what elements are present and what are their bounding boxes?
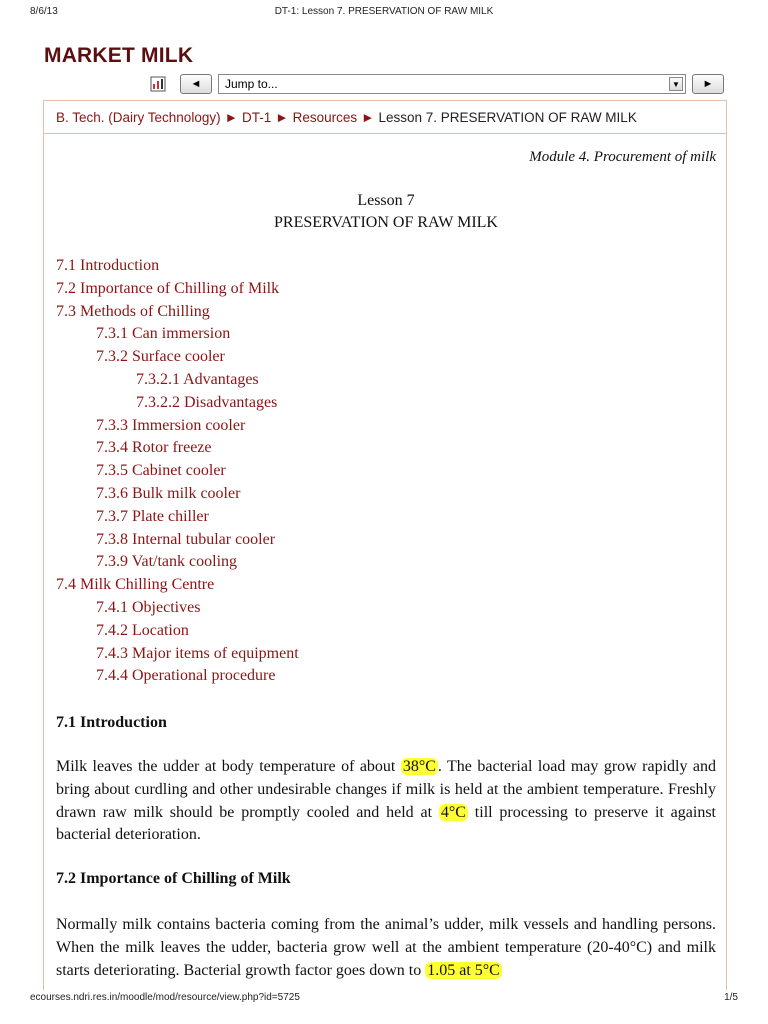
toc-link[interactable]: 7.3.2 Surface cooler <box>96 348 225 366</box>
lesson-heading <box>56 190 716 234</box>
previous-button[interactable]: ◄ <box>180 74 212 94</box>
toc-link[interactable]: 7.1 Introduction <box>56 257 160 274</box>
section-heading: 7.2 Importance of Chilling of Milk <box>56 870 291 887</box>
breadcrumb-bar <box>43 100 727 134</box>
toc-link[interactable]: 7.3.2.1 Advantages <box>136 370 259 388</box>
print-page-title: DT-1: Lesson 7. PRESERVATION OF RAW MILK <box>274 6 494 17</box>
site-title[interactable]: MARKET MILK <box>44 44 194 67</box>
breadcrumb-link[interactable]: DT-1 <box>241 110 272 125</box>
print-date: 8/6/13 <box>30 6 58 17</box>
breadcrumb-link[interactable]: B. Tech. (Dairy Technology) <box>56 110 221 125</box>
print-footer <box>0 992 768 1012</box>
resource-icon[interactable] <box>150 76 166 92</box>
highlight: 1.05 at 5°C <box>427 961 500 979</box>
toc-link[interactable]: 7.4.3 Major items of equipment <box>96 644 299 662</box>
toc-link[interactable]: 7.3.7 Plate chiller <box>96 507 209 525</box>
print-page-number: 1/5 <box>724 992 738 1003</box>
content-area <box>43 134 727 990</box>
toc-link[interactable]: 7.4.2 Location <box>96 621 189 639</box>
toc-link[interactable]: 7.4 Milk Chilling Centre <box>56 576 215 594</box>
jump-to-value: Jump to... <box>225 77 278 91</box>
breadcrumb-separator: ► <box>361 110 375 125</box>
toc-link[interactable]: 7.3.8 Internal tubular cooler <box>96 530 276 548</box>
print-url: ecourses.ndri.res.in/moodle/mod/resource/view.php?id=5725 <box>30 992 300 1003</box>
toc-link[interactable]: 7.3.6 Bulk milk cooler <box>96 484 241 502</box>
navigation-bar <box>150 74 724 96</box>
section-heading: 7.1 Introduction <box>56 714 167 731</box>
toc-link[interactable]: 7.3 Methods of Chilling <box>56 302 210 320</box>
toc-link[interactable]: 7.3.5 Cabinet cooler <box>96 462 226 480</box>
toc-link[interactable]: 7.3.3 Immersion cooler <box>96 416 246 434</box>
toc-link[interactable]: 7.3.9 Vat/tank cooling <box>96 553 238 571</box>
toc-link[interactable]: 7.3.4 Rotor freeze <box>96 439 212 457</box>
lesson-title: PRESERVATION OF RAW MILK <box>274 214 498 231</box>
next-button[interactable]: ► <box>692 74 724 94</box>
breadcrumb-separator: ► <box>224 110 238 125</box>
breadcrumb-link[interactable]: Resources <box>292 110 358 125</box>
toc-link[interactable]: 7.4.1 Objectives <box>96 598 201 616</box>
breadcrumb-separator: ► <box>275 110 289 125</box>
table-of-contents <box>56 255 716 688</box>
toc-link[interactable]: 7.4.4 Operational procedure <box>96 667 276 685</box>
toc-link[interactable]: 7.3.1 Can immersion <box>96 325 231 343</box>
print-header <box>0 0 768 24</box>
breadcrumb <box>56 110 637 125</box>
breadcrumb-current: Lesson 7. PRESERVATION OF RAW MILK <box>378 110 637 125</box>
highlight: 4°C <box>440 803 466 821</box>
module-label: Module 4. Procurement of milk <box>529 149 716 165</box>
jump-to-select[interactable] <box>218 74 686 94</box>
chevron-down-icon[interactable]: ▼ <box>669 77 683 91</box>
toc-link[interactable]: 7.2 Importance of Chilling of Milk <box>56 279 280 297</box>
paragraph: Milk leaves the udder at body temperature of about 38°C . The bacterial load may grow rapidly and bring about curdling and other undesirable changes if milk is held at the ambient temperature. Freshly drawn raw milk should be promptly cooled and held at 4°C till processing to preserve it against bacterial deterioration. <box>56 758 716 844</box>
toc-link[interactable]: 7.3.2.2 Disadvantages <box>136 393 278 411</box>
paragraph: Normally milk contains bacteria coming from the animal’s udder, milk vessels and handling persons. When the milk leaves the udder, bacteria grow well at the ambient temperature (20-40°C) and milk starts deteriorating. Bacterial growth factor goes down to 1.05 at 5°C <box>56 916 716 979</box>
lesson-number: Lesson 7 <box>357 192 415 209</box>
highlight: 38°C <box>402 758 436 775</box>
